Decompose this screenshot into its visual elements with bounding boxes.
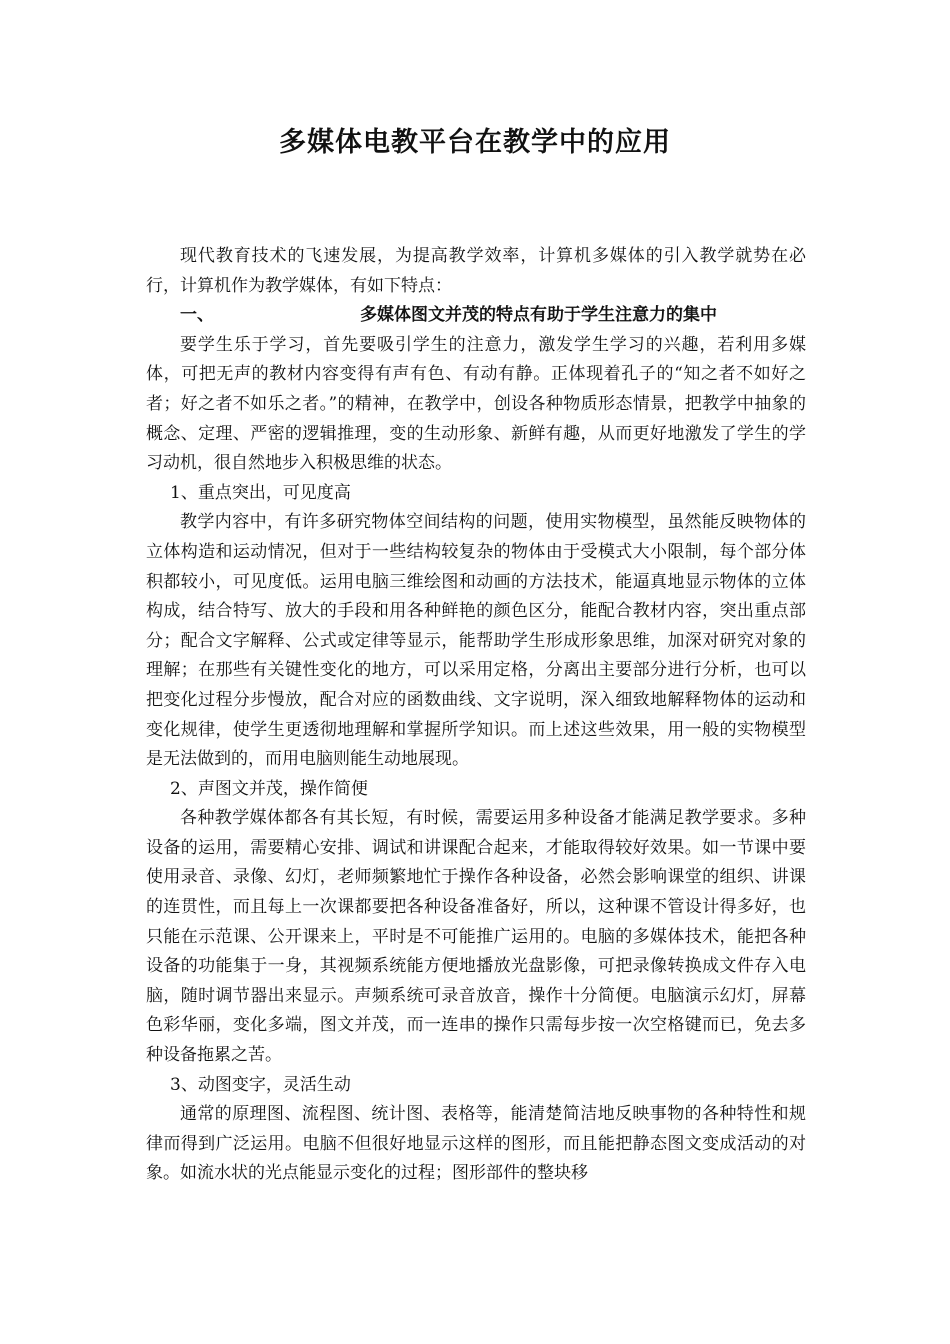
subsection-3-heading: 3、动图变字，灵活生动 (170, 1074, 351, 1095)
subsection-1-paragraph: 教学内容中，有许多研究物体空间结构的问题，使用实物模型，虽然能反映物体的立体构造和运动情况，但对于一些结构较复杂的物体由于受模式大小限制，每个部分体积都较小，可见度低。运用电脑三维绘图和动画的方法技术，能逼真地显示物体的立体构成，结合特写、放大的手段和用各种鲜艳的颜色区分，能配合教材内容，突出重点部分；配合文字解释、公式或定律等显示，能帮助学生形成形象思维，加深对研究对象的理解；在那些有关键性变化的地方，可以采用定格，分离出主要部分进行分析，也可以把变化过程分步慢放，配合对应的函数曲线、文字说明，深入细致地解释物体的运动和变化规律，使学生更透彻地理解和掌握所学知识。而上述这些效果，用一般的实物模型是无法做到的，而用电脑则能生动地展现。 (146, 512, 806, 770)
section-1-title: 多媒体图文并茂的特点有助于学生注意力的集中 (360, 305, 717, 326)
subsection-3-paragraph: 通常的原理图、流程图、统计图、表格等，能清楚简洁地反映事物的各种特性和规律而得到广泛运用。电脑不但很好地显示这样的图形，而且能把静态图文变成活动的对象。如流水状的光点能显示变化的过程；图形部件的整块移 (146, 1104, 806, 1184)
intro-paragraph: 现代教育技术的飞速发展，为提高教学效率，计算机多媒体的引入教学就势在必行，计算机作为教学媒体，有如下特点： (146, 246, 806, 296)
document-title: 多媒体电教平台在教学中的应用 (279, 127, 671, 158)
section-1-number: 一、 (180, 305, 214, 326)
document-body (146, 242, 806, 1189)
subsection-2-paragraph: 各种教学媒体都各有其长短，有时候，需要运用多种设备才能满足教学要求。多种设备的运用，需要精心安排、调试和讲课配合起来，才能取得较好效果。如一节课中要使用录音、录像、幻灯，老师频繁地忙于操作各种设备，必然会影响课堂的组织、讲课的连贯性，而且每上一次课都要把各种设备准备好，所以，这种课不管设计得多好，也只能在示范课、公开课来上，平时是不可能推广运用的。电脑的多媒体技术，能把各种设备的功能集于一身，其视频系统能方便地播放光盘影像，可把录像转换成文件存入电脑，随时调节器出来显示。声频系统可录音放音，操作十分简便。电脑演示幻灯，屏幕色彩华丽，变化多端，图文并茂，而一连串的操作只需每步按一次空格键而已，免去多种设备拖累之苦。 (146, 808, 806, 1066)
subsection-1-heading: 1、重点突出，可见度高 (170, 482, 351, 503)
subsection-2-heading: 2、声图文并茂，操作简便 (170, 778, 368, 799)
section-1-paragraph: 要学生乐于学习，首先要吸引学生的注意力，激发学生学习的兴趣，若利用多媒体，可把无声的教材内容变得有声有色、有动有静。正体现着孔子的“知之者不如好之者；好之者不如乐之者。”的精神，在教学中，创设各种物质形态情景，把教学中抽象的概念、定理、严密的逻辑推理，变的生动形象、新鲜有趣，从而更好地激发了学生的学习动机，很自然地步入积极思维的状态。 (146, 334, 806, 474)
section-1-heading (146, 301, 806, 331)
